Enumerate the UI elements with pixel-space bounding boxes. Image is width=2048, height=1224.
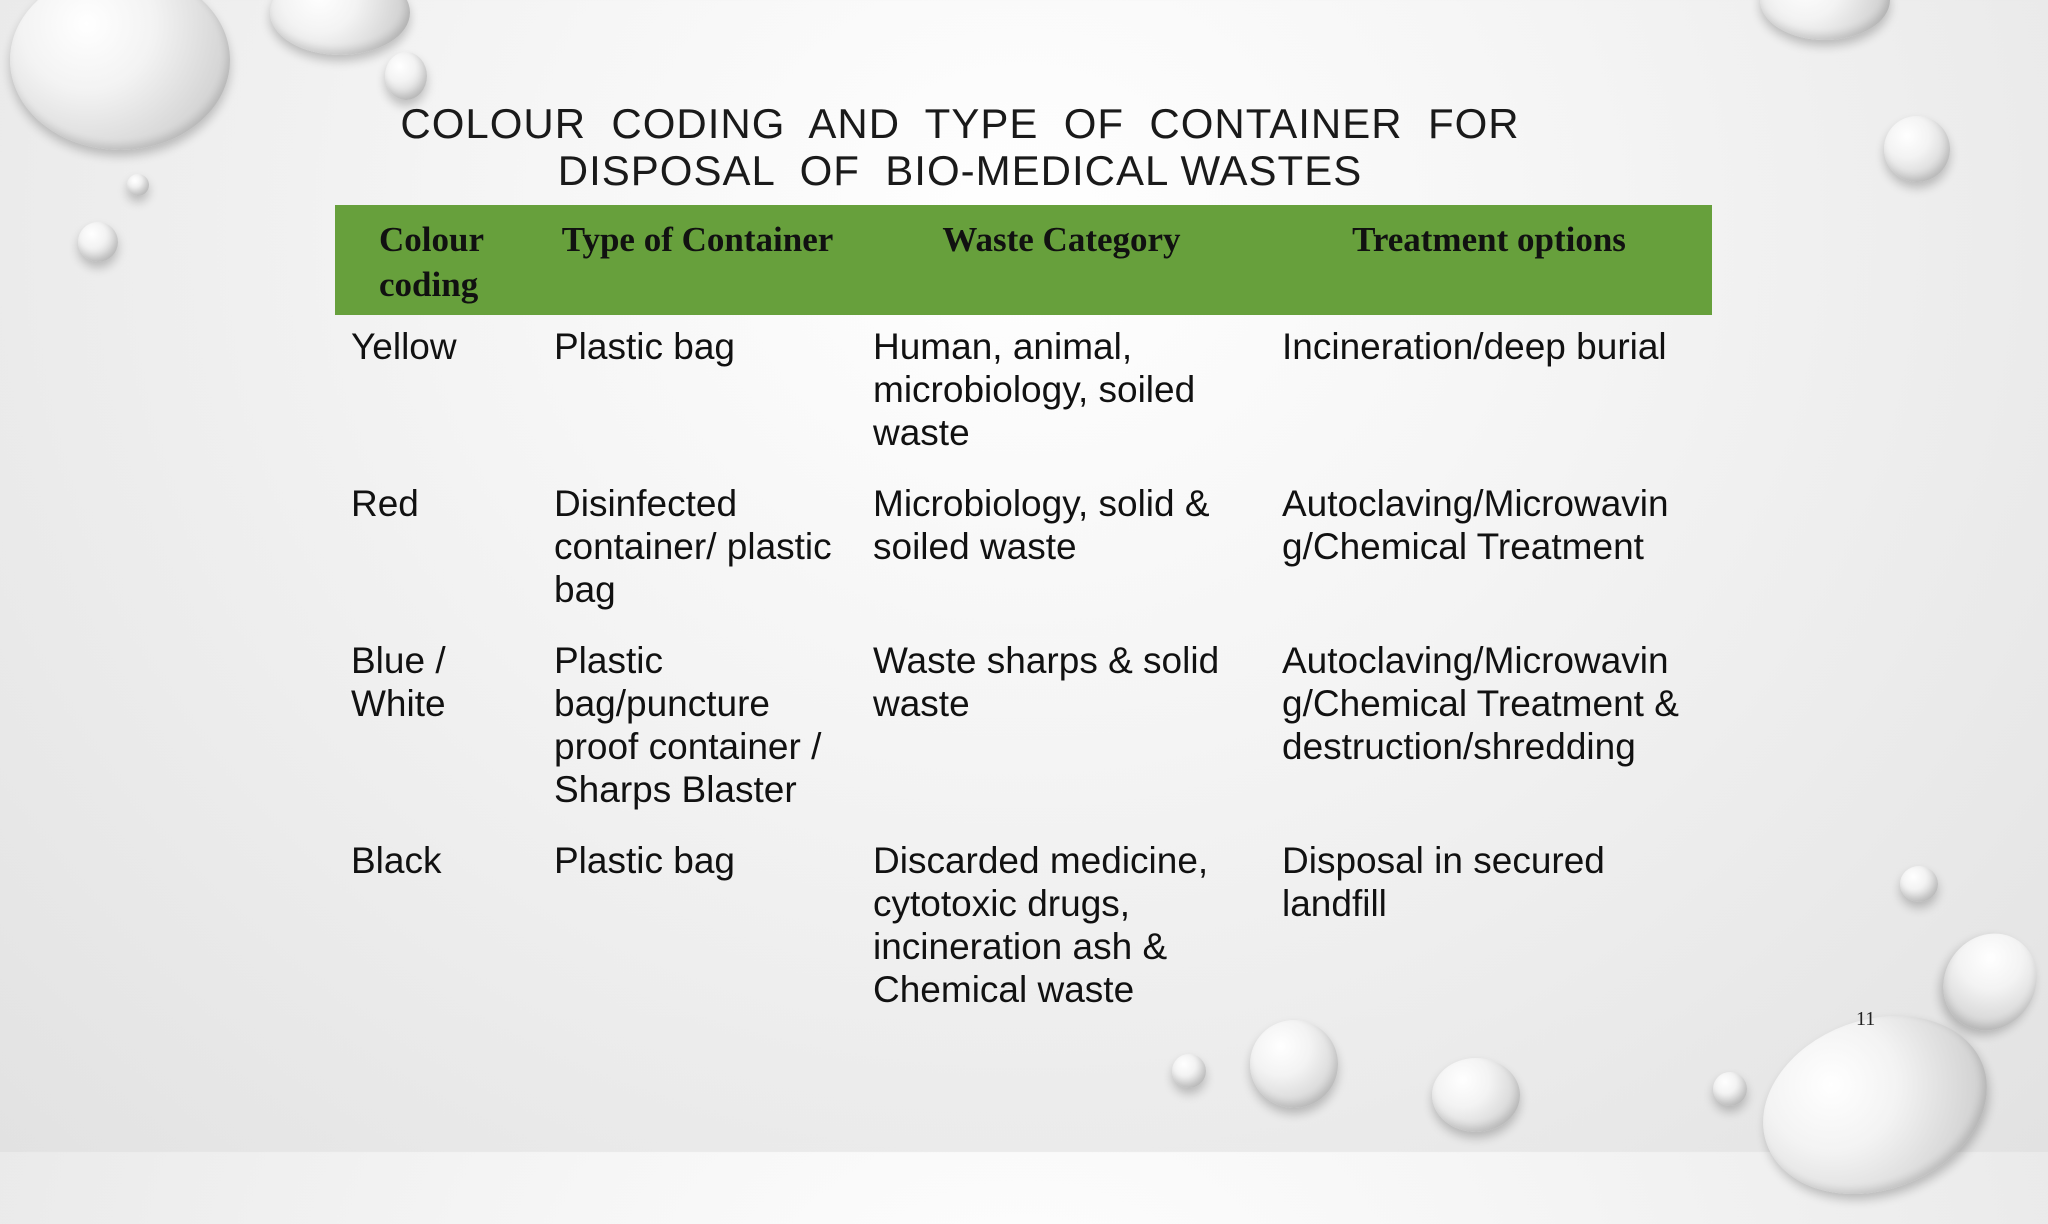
header-type-of-container: Type of Container <box>538 205 857 315</box>
table-row <box>335 829 1712 1029</box>
cell-treatment: Autoclaving/Microwaving/Chemical Treatment <box>1282 483 1669 567</box>
slide-title <box>300 100 1620 194</box>
water-drop <box>1884 116 1950 182</box>
cell-container: Disinfected container/ plastic bag <box>554 483 832 610</box>
table-row <box>335 472 1712 629</box>
water-drop <box>1760 0 1890 40</box>
header-colour-coding: Colour coding <box>335 205 538 315</box>
water-drop <box>1713 1072 1747 1106</box>
cell-colour: Blue / White <box>351 640 446 724</box>
cell-waste-category: Discarded medicine, cytotoxic drugs, incineration ash & Chemical waste <box>873 840 1209 1010</box>
water-drop <box>270 0 410 55</box>
table-header-row <box>335 205 1712 315</box>
page-number: 11 <box>1856 1008 1876 1030</box>
cell-treatment: Autoclaving/Microwaving/Chemical Treatment & destruction/shredding <box>1282 640 1679 767</box>
cell-container: Plastic bag <box>554 326 735 367</box>
water-drop <box>1172 1054 1206 1088</box>
cell-container: Plastic bag/puncture proof container / Sharps Blaster <box>554 640 822 810</box>
cell-colour: Red <box>351 483 419 524</box>
cell-colour: Yellow <box>351 326 457 367</box>
cell-container: Plastic bag <box>554 840 735 881</box>
header-waste-category: Waste Category <box>857 205 1266 315</box>
water-drop <box>1250 1020 1338 1108</box>
slide-title-line-1: COLOUR CODING AND TYPE OF CONTAINER FOR <box>400 100 1520 147</box>
water-drop <box>1900 866 1938 902</box>
cell-colour: Black <box>351 840 442 881</box>
header-treatment-options: Treatment options <box>1266 205 1712 315</box>
waste-table <box>335 205 1712 1029</box>
cell-waste-category: Waste sharps & solid waste <box>873 640 1220 724</box>
table-row <box>335 629 1712 829</box>
water-drop <box>385 52 427 100</box>
water-drop <box>1432 1058 1520 1132</box>
slide-title-line-2: DISPOSAL OF BIO-MEDICAL WASTES <box>557 147 1363 194</box>
water-drop <box>78 222 118 262</box>
cell-treatment: Disposal in secured landfill <box>1282 840 1605 924</box>
cell-treatment: Incineration/deep burial <box>1282 326 1667 367</box>
cell-waste-category: Microbiology, solid & soiled waste <box>873 483 1210 567</box>
cell-waste-category: Human, animal, microbiology, soiled waste <box>873 326 1196 453</box>
water-drop <box>10 0 230 150</box>
table-row <box>335 315 1712 472</box>
water-drop <box>127 174 149 196</box>
